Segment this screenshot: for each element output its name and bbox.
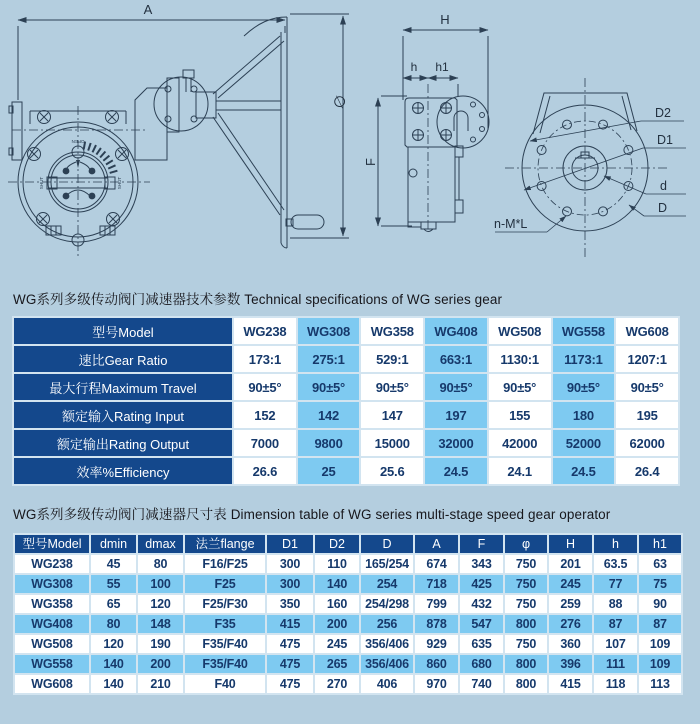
dimension-cell: 415 — [267, 615, 313, 633]
dimension-cell: F35 — [185, 615, 265, 633]
dimension-header-row — [15, 535, 681, 553]
spec-cell: 197 — [425, 402, 487, 428]
dimension-cell: F25 — [185, 575, 265, 593]
dimension-cell: 109 — [639, 655, 681, 673]
spec-cell: 90±5° — [298, 374, 360, 400]
dimension-row — [15, 675, 681, 693]
dimension-cell: 148 — [138, 615, 183, 633]
dimension-cell: 63 — [639, 555, 681, 573]
spec-section-title: WG系列多级传动阀门减速器技术参数 Technical specifications of WG series gear — [13, 292, 503, 307]
spec-cell: 663:1 — [425, 346, 487, 372]
dimension-cell: 635 — [460, 635, 503, 653]
spec-cell: WG238 — [234, 318, 296, 344]
dimension-cell: 87 — [639, 615, 681, 633]
label-D2: D2 — [655, 106, 671, 120]
spec-cell: 155 — [489, 402, 551, 428]
spec-cell: 1130:1 — [489, 346, 551, 372]
spec-row-label: 型号Model — [14, 318, 232, 344]
dimension-model-cell: WG238 — [15, 555, 89, 573]
spec-cell: 62000 — [616, 430, 678, 456]
dimension-cell: 256 — [361, 615, 413, 633]
spec-cell: 42000 — [489, 430, 551, 456]
dimension-cell: 300 — [267, 555, 313, 573]
spec-row-label: 效率%Efficiency — [14, 458, 232, 484]
dimension-cell: 55 — [91, 575, 136, 593]
spec-row — [14, 346, 678, 372]
dim-F-label: F — [363, 158, 378, 166]
flange-view-drawing — [494, 78, 686, 258]
shut-label-left: SHUT — [39, 176, 44, 190]
label-D: D — [658, 201, 668, 215]
side-body — [405, 96, 489, 232]
spec-cell: WG408 — [425, 318, 487, 344]
spec-row-label: 速比Gear Ratio — [14, 346, 232, 372]
dimension-cell: 80 — [91, 615, 136, 633]
spec-cell: WG508 — [489, 318, 551, 344]
dimension-model-cell: WG608 — [15, 675, 89, 693]
spec-cell: 90±5° — [425, 374, 487, 400]
dimension-column-header: dmin — [91, 535, 136, 553]
dimension-cell: 80 — [138, 555, 183, 573]
dimension-cell: 475 — [267, 655, 313, 673]
dimension-cell: 265 — [315, 655, 359, 673]
dimension-cell: F35/F40 — [185, 655, 265, 673]
dimension-cell: 245 — [549, 575, 592, 593]
dimension-cell: 45 — [91, 555, 136, 573]
dimension-cell: 475 — [267, 635, 313, 653]
dimension-cell: 300 — [267, 575, 313, 593]
dimension-cell: 120 — [138, 595, 183, 613]
side-bolts — [413, 103, 452, 141]
spec-cell: 142 — [298, 402, 360, 428]
spec-cell: 90±5° — [361, 374, 423, 400]
dimension-cell: 800 — [505, 675, 547, 693]
spec-cell: 90±5° — [489, 374, 551, 400]
dimension-cell: 190 — [138, 635, 183, 653]
dimension-cell: 475 — [267, 675, 313, 693]
dimension-cell: 65 — [91, 595, 136, 613]
spec-cell: 275:1 — [298, 346, 360, 372]
dimension-cell: 750 — [505, 575, 547, 593]
dimension-cell: 878 — [415, 615, 458, 633]
spec-cell: WG358 — [361, 318, 423, 344]
spec-table-body — [14, 318, 678, 484]
open-label: OPEN — [71, 139, 85, 144]
dimension-cell: 75 — [639, 575, 681, 593]
dimension-cell: 547 — [460, 615, 503, 633]
dimension-cell: 88 — [594, 595, 637, 613]
spec-cell: 26.4 — [616, 458, 678, 484]
dimension-cell: 201 — [549, 555, 592, 573]
dimension-cell: 432 — [460, 595, 503, 613]
dimension-cell: 750 — [505, 555, 547, 573]
dimension-cell: 396 — [549, 655, 592, 673]
dimension-table — [13, 533, 683, 695]
dimension-cell: 107 — [594, 635, 637, 653]
dim-phi-label: ∅ — [329, 92, 351, 112]
spec-cell: 173:1 — [234, 346, 296, 372]
dimension-cell: 718 — [415, 575, 458, 593]
spec-cell: 32000 — [425, 430, 487, 456]
dimension-cell: 160 — [315, 595, 359, 613]
dimension-section-title: WG系列多级传动阀门减速器尺寸表 Dimension table of WG series multi-stage speed gear operator — [13, 507, 611, 522]
spec-cell: 24.5 — [553, 458, 615, 484]
dimension-row — [15, 575, 681, 593]
spec-row — [14, 402, 678, 428]
label-n-MxL: n-M*L — [494, 217, 528, 231]
dimension-column-header: D — [361, 535, 413, 553]
dimension-column-header: D1 — [267, 535, 313, 553]
dimension-column-header: D2 — [315, 535, 359, 553]
dimension-cell: 674 — [415, 555, 458, 573]
spec-cell: 25.6 — [361, 458, 423, 484]
dimension-column-header: dmax — [138, 535, 183, 553]
spec-cell: WG308 — [298, 318, 360, 344]
dim-h-label: h — [410, 60, 418, 74]
dimension-cell: 800 — [505, 615, 547, 633]
dimension-cell: 799 — [415, 595, 458, 613]
spec-table — [12, 316, 680, 486]
spec-cell: WG558 — [553, 318, 615, 344]
dimension-row — [15, 555, 681, 573]
dimension-cell: 109 — [639, 635, 681, 653]
dimension-cell: 140 — [315, 575, 359, 593]
position-indicator-dial — [39, 139, 122, 212]
dimension-cell: 140 — [91, 655, 136, 673]
dimension-cell: 165/254 — [361, 555, 413, 573]
dimension-cell: F25/F30 — [185, 595, 265, 613]
spec-cell: 7000 — [234, 430, 296, 456]
dimension-cell: 87 — [594, 615, 637, 633]
dimension-column-header: 法兰flange — [185, 535, 265, 553]
spec-row — [14, 318, 678, 344]
dimension-row — [15, 595, 681, 613]
dimension-cell: 276 — [549, 615, 592, 633]
dimension-cell: 100 — [138, 575, 183, 593]
dimension-cell: 740 — [460, 675, 503, 693]
gearbox-housing — [135, 70, 208, 160]
spec-cell: 1173:1 — [553, 346, 615, 372]
dimension-cell: 406 — [361, 675, 413, 693]
spec-row-label: 额定输出Rating Output — [14, 430, 232, 456]
dimension-model-cell: WG358 — [15, 595, 89, 613]
dimension-cell: 254/298 — [361, 595, 413, 613]
spec-cell: 90±5° — [553, 374, 615, 400]
spec-row — [14, 458, 678, 484]
dimension-cell: 800 — [505, 655, 547, 673]
dimension-cell: 343 — [460, 555, 503, 573]
spec-cell: 52000 — [553, 430, 615, 456]
dimension-cell: 425 — [460, 575, 503, 593]
dimension-cell: 118 — [594, 675, 637, 693]
dimension-cell: F16/F25 — [185, 555, 265, 573]
dimension-cell: 120 — [91, 635, 136, 653]
dimension-cell: 63.5 — [594, 555, 637, 573]
dimension-model-cell: WG508 — [15, 635, 89, 653]
dimension-phi — [290, 14, 351, 238]
dimension-row — [15, 615, 681, 633]
dimension-cell: 270 — [315, 675, 359, 693]
spec-row — [14, 374, 678, 400]
spec-cell: 529:1 — [361, 346, 423, 372]
dimension-model-cell: WG558 — [15, 655, 89, 673]
spec-cell: 152 — [234, 402, 296, 428]
spec-cell: 90±5° — [234, 374, 296, 400]
spec-cell: 15000 — [361, 430, 423, 456]
dimension-column-header: φ — [505, 535, 547, 553]
dimension-cell: 356/406 — [361, 655, 413, 673]
dimension-cell: 111 — [594, 655, 637, 673]
spec-row-label: 最大行程Maximum Travel — [14, 374, 232, 400]
label-D1: D1 — [657, 133, 673, 147]
dimension-cell: 90 — [639, 595, 681, 613]
flange-labels — [494, 106, 686, 232]
spec-cell: WG608 — [616, 318, 678, 344]
dimension-cell: F40 — [185, 675, 265, 693]
dim-H-label: H — [440, 12, 450, 27]
handwheel — [196, 17, 324, 248]
spec-cell: 25 — [298, 458, 360, 484]
mount-bracket — [9, 102, 22, 160]
side-view-drawing — [363, 12, 489, 232]
dimension-cell: 415 — [549, 675, 592, 693]
dimension-cell: 970 — [415, 675, 458, 693]
dimension-cell: 200 — [138, 655, 183, 673]
dimension-cell: 210 — [138, 675, 183, 693]
dimension-cell: 259 — [549, 595, 592, 613]
dimension-cell: 110 — [315, 555, 359, 573]
spec-cell: 195 — [616, 402, 678, 428]
spec-cell: 26.6 — [234, 458, 296, 484]
dimension-cell: 860 — [415, 655, 458, 673]
dimension-cell: 113 — [639, 675, 681, 693]
dimension-a — [18, 2, 285, 100]
dimension-cell: 140 — [91, 675, 136, 693]
spec-cell: 24.5 — [425, 458, 487, 484]
dimension-cell: 360 — [549, 635, 592, 653]
dimension-row — [15, 635, 681, 653]
spec-cell: 147 — [361, 402, 423, 428]
dimension-cell: 245 — [315, 635, 359, 653]
dimension-cell: 750 — [505, 635, 547, 653]
dimension-cell: F35/F40 — [185, 635, 265, 653]
dimension-column-header: 型号Model — [15, 535, 89, 553]
spec-row-label: 额定输入Rating Input — [14, 402, 232, 428]
spec-cell: 1207:1 — [616, 346, 678, 372]
dim-h1-label: h1 — [435, 60, 449, 74]
spec-cell: 90±5° — [616, 374, 678, 400]
dimension-cell: 356/406 — [361, 635, 413, 653]
dimension-column-header: F — [460, 535, 503, 553]
dimension-table-body — [15, 555, 681, 693]
dimension-cell: 350 — [267, 595, 313, 613]
dimension-column-header: H — [549, 535, 592, 553]
dimension-cell: 200 — [315, 615, 359, 633]
front-view-drawing — [8, 2, 351, 258]
technical-drawings — [0, 0, 700, 292]
spec-row — [14, 430, 678, 456]
dim-a-label: A — [143, 2, 153, 17]
dimension-column-header: h1 — [639, 535, 681, 553]
dimension-cell: 680 — [460, 655, 503, 673]
dimension-table-head — [15, 535, 681, 553]
dimension-row — [15, 655, 681, 673]
shut-label-right: SHUT — [117, 176, 122, 190]
spec-cell: 180 — [553, 402, 615, 428]
dimension-model-cell: WG308 — [15, 575, 89, 593]
dimension-h-h1 — [403, 60, 458, 96]
dimension-cell: 929 — [415, 635, 458, 653]
spec-cell: 9800 — [298, 430, 360, 456]
dimension-cell: 77 — [594, 575, 637, 593]
dimension-cell: 750 — [505, 595, 547, 613]
handwheel-handle — [286, 215, 324, 229]
label-d: d — [660, 179, 667, 193]
dimension-model-cell: WG408 — [15, 615, 89, 633]
spec-cell: 24.1 — [489, 458, 551, 484]
dimension-column-header: h — [594, 535, 637, 553]
dimension-column-header: A — [415, 535, 458, 553]
dimension-cell: 254 — [361, 575, 413, 593]
